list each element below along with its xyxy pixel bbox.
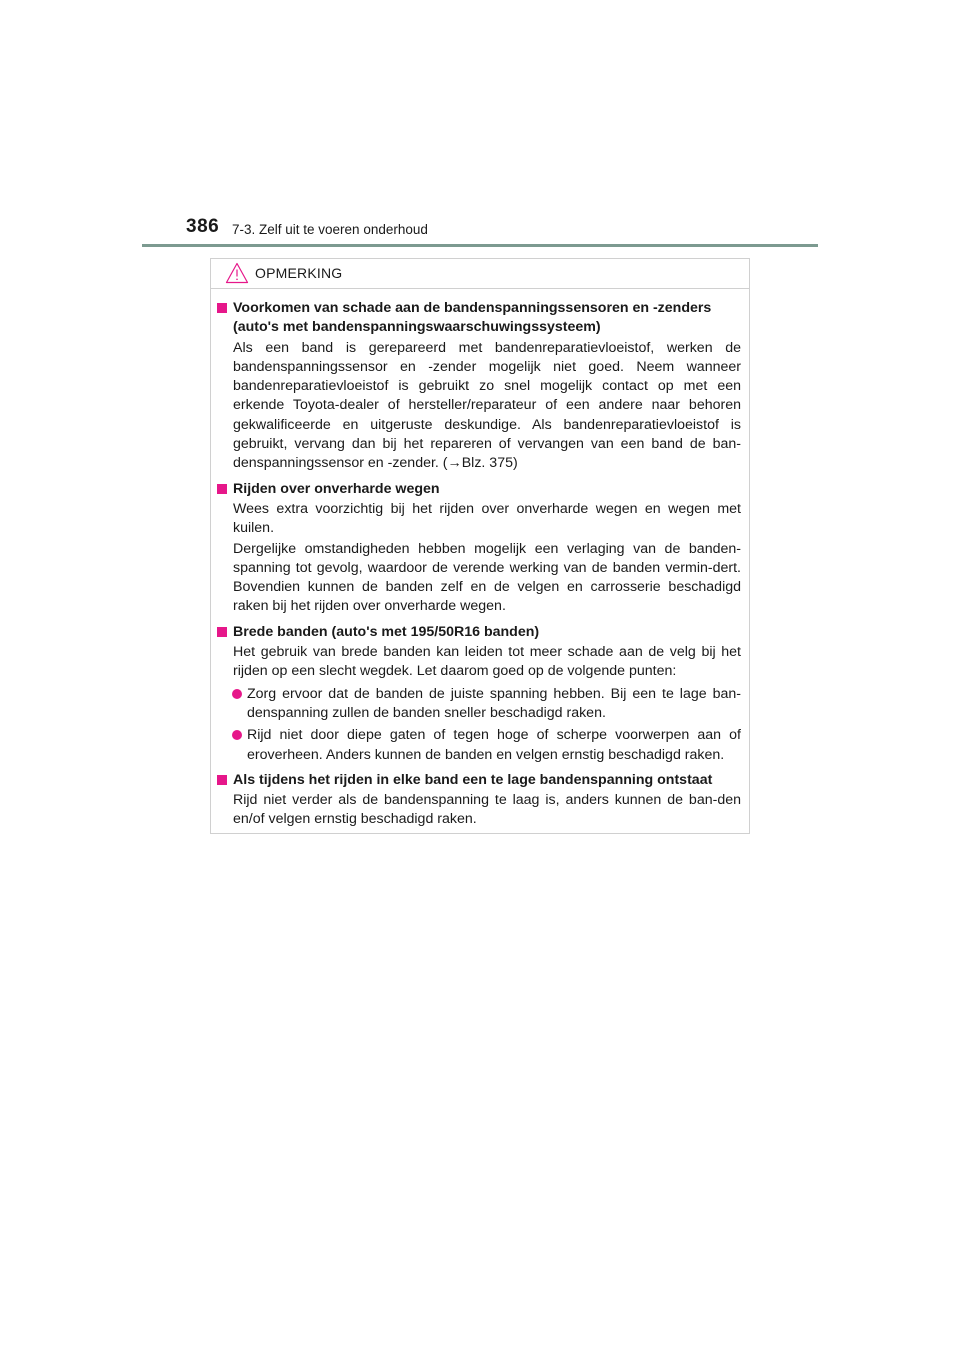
section-heading — [217, 480, 741, 499]
section-heading — [217, 623, 741, 642]
section-paragraph: Het gebruik van brede banden kan leiden tot meer schade aan de velg bij het rijden op een slecht wegdek. Let daarom goed op de volgende punten: — [233, 644, 741, 680]
section-heading — [217, 299, 741, 338]
section-heading-text: Rijden over onverharde wegen — [233, 480, 440, 497]
notice-label: OPMERKING — [255, 265, 343, 281]
section-paragraph: Rijd niet verder als de bandenspanning te laag is, anders kunnen de ban-den en/of velgen ernstig beschadigd raken. — [233, 792, 741, 828]
page-number: 386 — [186, 216, 220, 237]
section-paragraph: Dergelijke omstandigheden hebben mogelijk een verlaging van de banden-spanning tot gevolg, waardoor de verende werking van de banden vermin-dert. Bovendien kunnen de banden zelf en de velgen en carrosserie beschadigd raken bij het rijden over onverharde wegen. — [233, 540, 741, 615]
page-header — [186, 216, 826, 246]
round-bullet-icon — [232, 730, 242, 740]
notice-section — [217, 480, 741, 617]
section-heading — [217, 771, 741, 790]
list-item — [217, 685, 741, 724]
notice-section — [217, 771, 741, 830]
list-item — [217, 726, 741, 765]
notice-header — [211, 259, 749, 289]
notice-section — [217, 299, 741, 474]
notice-body — [211, 289, 749, 830]
list-item-text: Rijd niet door diepe gaten of tegen hoge of scherpe voorwerpen aan of eroverheen. Anders kunnen de banden en velgen ernstig beschadigd raken. — [247, 727, 741, 763]
section-paragraph: Wees extra voorzichtig bij het rijden over onverharde wegen en wegen met kuilen. — [233, 500, 741, 537]
section-title: 7-3. Zelf uit te voeren onderhoud — [232, 222, 428, 237]
section-heading-text: Brede banden (auto's met 195/50R16 banden) — [233, 623, 540, 640]
warning-triangle-icon — [225, 262, 249, 284]
round-bullet-icon — [232, 689, 242, 699]
list-item-text: Zorg ervoor dat de banden de juiste spanning hebben. Bij een te lage ban-denspanning zullen de banden sneller beschadigd raken. — [247, 685, 741, 721]
notice-section — [217, 623, 741, 765]
square-bullet-icon — [217, 627, 227, 637]
square-bullet-icon — [217, 775, 227, 785]
header-rule — [142, 244, 818, 247]
section-heading-text: Als tijdens het rijden in elke band een te lage bandenspanning ontstaat — [233, 771, 713, 788]
square-bullet-icon — [217, 484, 227, 494]
notice-box — [210, 258, 750, 834]
square-bullet-icon — [217, 303, 227, 313]
section-paragraph: Als een band is gerepareerd met bandenreparatievloeistof, werken de bandenspanningssensor en -zender mogelijk niet goed. Neem wanneer bandenreparatievloeistof is gebruikt zo snel mogelijk contact op met een erkende Toyota-dealer of hersteller/reparateur of een andere naar behoren gekwalificeerde en uitgeruste deskundige. Als bandenreparatievloeistof is gebruikt, vervang dan bij het repareren of vervangen van een band de ban-denspanningssensor en -zender. (→Blz. 375) — [233, 339, 741, 472]
section-heading-text: Voorkomen van schade aan de bandenspanningssensoren en -zenders (auto's met bandenspanningswaarschuwingssysteem) — [233, 300, 712, 336]
